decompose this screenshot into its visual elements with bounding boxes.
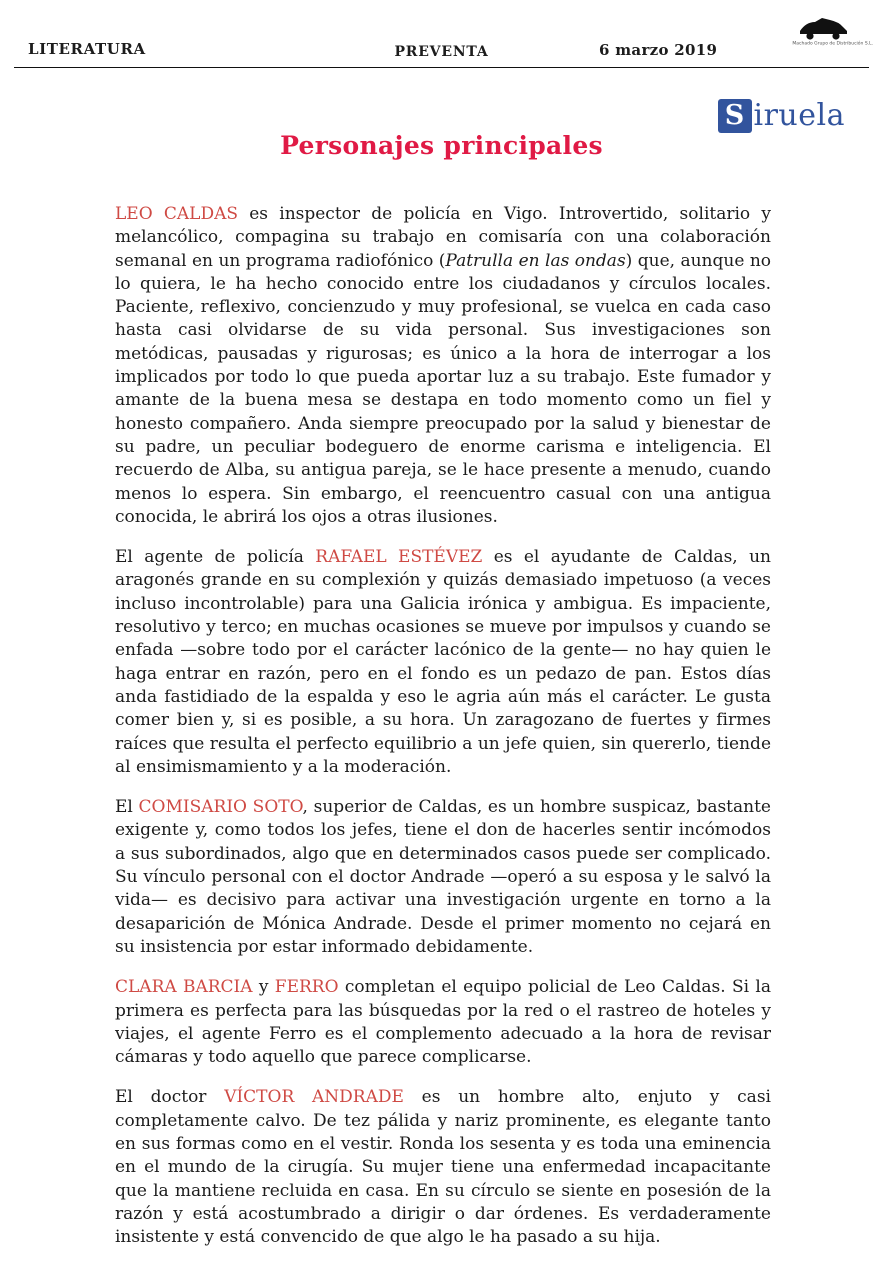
text-segment: es el ayudante de Caldas, un aragonés grande en su complexión y quizás demasiado impetuoso (a veces incluso incontrolable) para una Galicia irónica y ambigua. Es impaciente, resolutivo y terco; en muchas ocasiones se mueve por impulsos y cuando se enfada —sobre todo por el carácter lacónico de la gente— no hay quien le haga entrar en razón, pero en el fondo es un pedazo de pan. Estos días anda fastidiado de la espalda y eso le agria aún más el carácter. Le gusta comer bien y, si es posible, a su hora. Un zaragozano de fuertes y firmes raíces que resulta el perfecto equilibrio a un jefe quien, sin quererlo, tiende al ensimismamiento y a la moderación. [115,547,771,777]
text-segment: es un hombre alto, enjuto y casi completamente calvo. De tez pálida y nariz prominente, es elegante tanto en sus formas como en el vestir. Ronda los sesenta y es toda una eminencia en el mundo de la cirugía. Su mujer tiene una enfermedad incapacitante que la mantiene recluida en casa. En su círculo se siente en posesión de la razón y está acostumbrado a dirigir o dar órdenes. Es verdaderamente insistente y está convencido de que algo le ha pasado a su hija. [115,1087,771,1248]
header-category: LITERATURA [28,40,146,58]
text-segment: El agente de policía [115,547,316,568]
text-segment: es inspector de policía en Vigo. Introvertido, solitario y melancólico, compagina su trabajo en comisaría con una colaboración semanal en un programa radiofónico ( [115,204,771,271]
character-descriptions [115,203,771,1266]
text-segment: Patrulla en las ondas [445,250,626,271]
publisher-logo [718,98,846,133]
text-segment: , superior de Caldas, es un hombre suspicaz, bastante exigente y, como todos los jefes, tiene el don de hacerles sentir incómodos a sus subordinados, algo que en determinados casos puede ser complicado. Su vínculo personal con el doctor Andrade —operó a su esposa y le salvó la vida— es decisivo para activar una investigación urgente en torno a la desaparición de Mónica Andrade. Desde el primer momento no cejará en su insistencia por estar informado debidamente. [115,797,771,957]
text-segment: ) que, aunque no lo quiera, le ha hecho conocido entre los ciudadanos y círculos locales. Paciente, reflexivo, concienzudo y muy profesional, se vuelca en cada caso hasta casi olvidarse de su vida personal. Sus investigaciones son metódicas, pausadas y rigurosas; es único a la hora de interrogar a los implicados por todo lo que pueda aportar luz a su trabajo. Este fumador y amante de la buena mesa se destapa en todo momento como un fiel y honesto compañero. Anda siempre preocupado por la salud y bienestar de su padre, un peculiar bodeguero de enorme carisma e inteligencia. El recuerdo de Alba, su antigua pareja, se le hace presente a menudo, cuando menos lo espera. Sin embargo, el reencuentro casual con una antigua conocida, le abrirá los ojos a otras ilusiones. [115,250,772,527]
character-paragraph [115,976,771,1069]
publisher-name: iruela [753,98,845,133]
character-paragraph [115,1086,771,1249]
text-segment: completan el equipo policial de Leo Caldas. Si la primera es perfecta para las búsquedas por la red o el rastreo de hoteles y viajes, el agente Ferro es el complemento adecuado a la hora de revisar cámaras y todo aquello que parece complicarse. [115,977,771,1068]
header-doc-type: PREVENTA [394,44,489,60]
siruela-s-icon: S [718,99,752,133]
character-name: COMISARIO SOTO [138,797,303,818]
header-divider [14,67,869,68]
text-segment: El doctor [115,1087,225,1108]
header-date: 6 marzo 2019 [599,41,718,59]
distributor-logo [789,16,874,47]
character-paragraph [115,203,771,529]
character-name: RAFAEL ESTÉVEZ [315,547,483,568]
character-name: CLARA BARCIA [115,977,253,998]
text-segment: y [252,977,275,998]
character-paragraph [115,546,771,779]
car-icon [789,16,857,40]
distributor-caption: Machado Grupo de Distribución S.L. [792,41,874,47]
page-title: Personajes principales [280,131,603,160]
character-name: LEO CALDAS [115,204,238,224]
text-segment: El [115,797,139,818]
character-name: FERRO [274,977,339,998]
character-name: VÍCTOR ANDRADE [224,1087,404,1108]
character-paragraph [115,796,771,959]
